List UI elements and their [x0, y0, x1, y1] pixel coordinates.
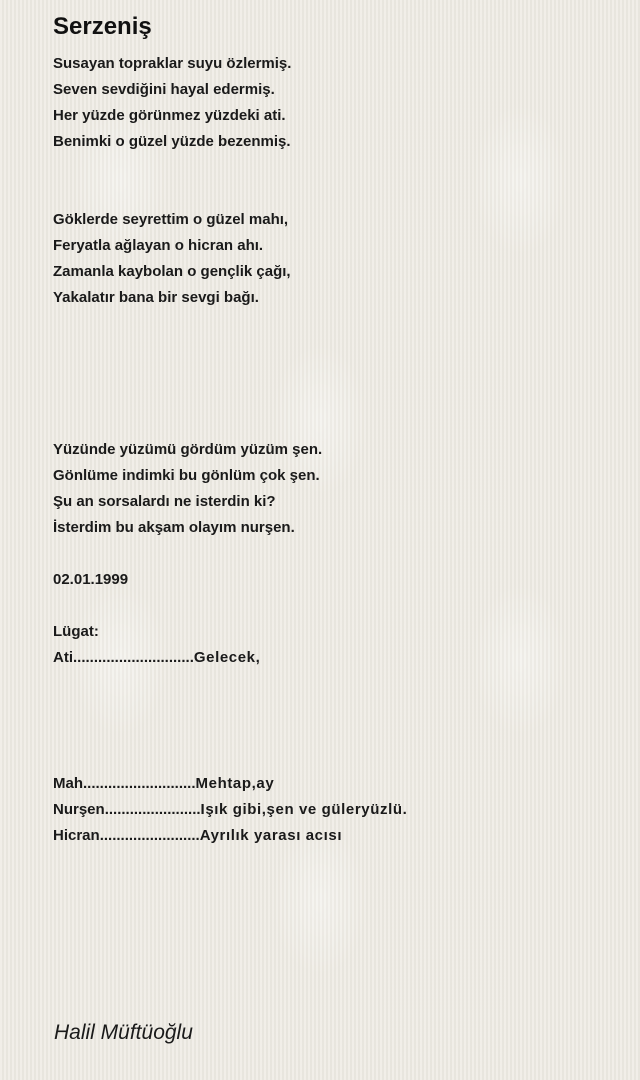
glossary-meaning: Işık gibi,şen ve güleryüzlü. [200, 801, 408, 818]
poem-date: 02.01.1999 [53, 571, 129, 588]
glossary-dots: ........................... [83, 775, 196, 792]
author-name: Halil Müftüoğlu [54, 1021, 193, 1044]
verse-line: Seven sevdiğini hayal edermiş. [53, 81, 275, 98]
verse-line: Şu an sorsalardı ne isterdin ki? [53, 493, 276, 510]
glossary-entry-hicran [53, 826, 342, 846]
verse-line: Benimki o güzel yüzde bezenmiş. [53, 133, 291, 150]
verse-line: Gönlüme indimki bu gönlüm çok şen. [53, 467, 320, 484]
glossary-meaning: Gelecek, [193, 649, 261, 666]
glossary-term: Hicran [53, 827, 100, 844]
verse-line: Her yüzde görünmez yüzdeki ati. [53, 107, 286, 124]
glossary-label: Lügat: [53, 623, 99, 640]
verse-line: Yüzünde yüzümü gördüm yüzüm şen. [53, 441, 323, 458]
verse-line: İsterdim bu akşam olayım nurşen. [53, 519, 295, 536]
glossary-dots: ........................ [99, 827, 200, 844]
glossary-term: Ati [53, 649, 73, 666]
verse-line: Göklerde seyrettim o güzel mahı, [53, 211, 289, 228]
glossary-term: Mah [53, 775, 83, 792]
poem-title: Serzeniş [53, 13, 152, 40]
glossary-meaning: Ayrılık yarası acısı [199, 827, 343, 844]
glossary-dots: ....................... [104, 801, 201, 818]
verse-line: Yakalatır bana bir sevgi bağı. [53, 289, 259, 306]
verse-line: Feryatla ağlayan o hicran ahı. [53, 237, 264, 254]
glossary-entry-mah [53, 774, 274, 794]
glossary-entry-nursen [53, 800, 407, 820]
glossary-meaning: Mehtap,ay [195, 775, 275, 792]
verse-line: Zamanla kaybolan o gençlik çağı, [53, 263, 291, 280]
glossary-dots: ............................. [73, 649, 194, 666]
glossary-term: Nurşen [53, 801, 105, 818]
glossary-entry-ati [53, 648, 260, 668]
verse-line: Susayan topraklar suyu özlermiş. [53, 55, 292, 72]
